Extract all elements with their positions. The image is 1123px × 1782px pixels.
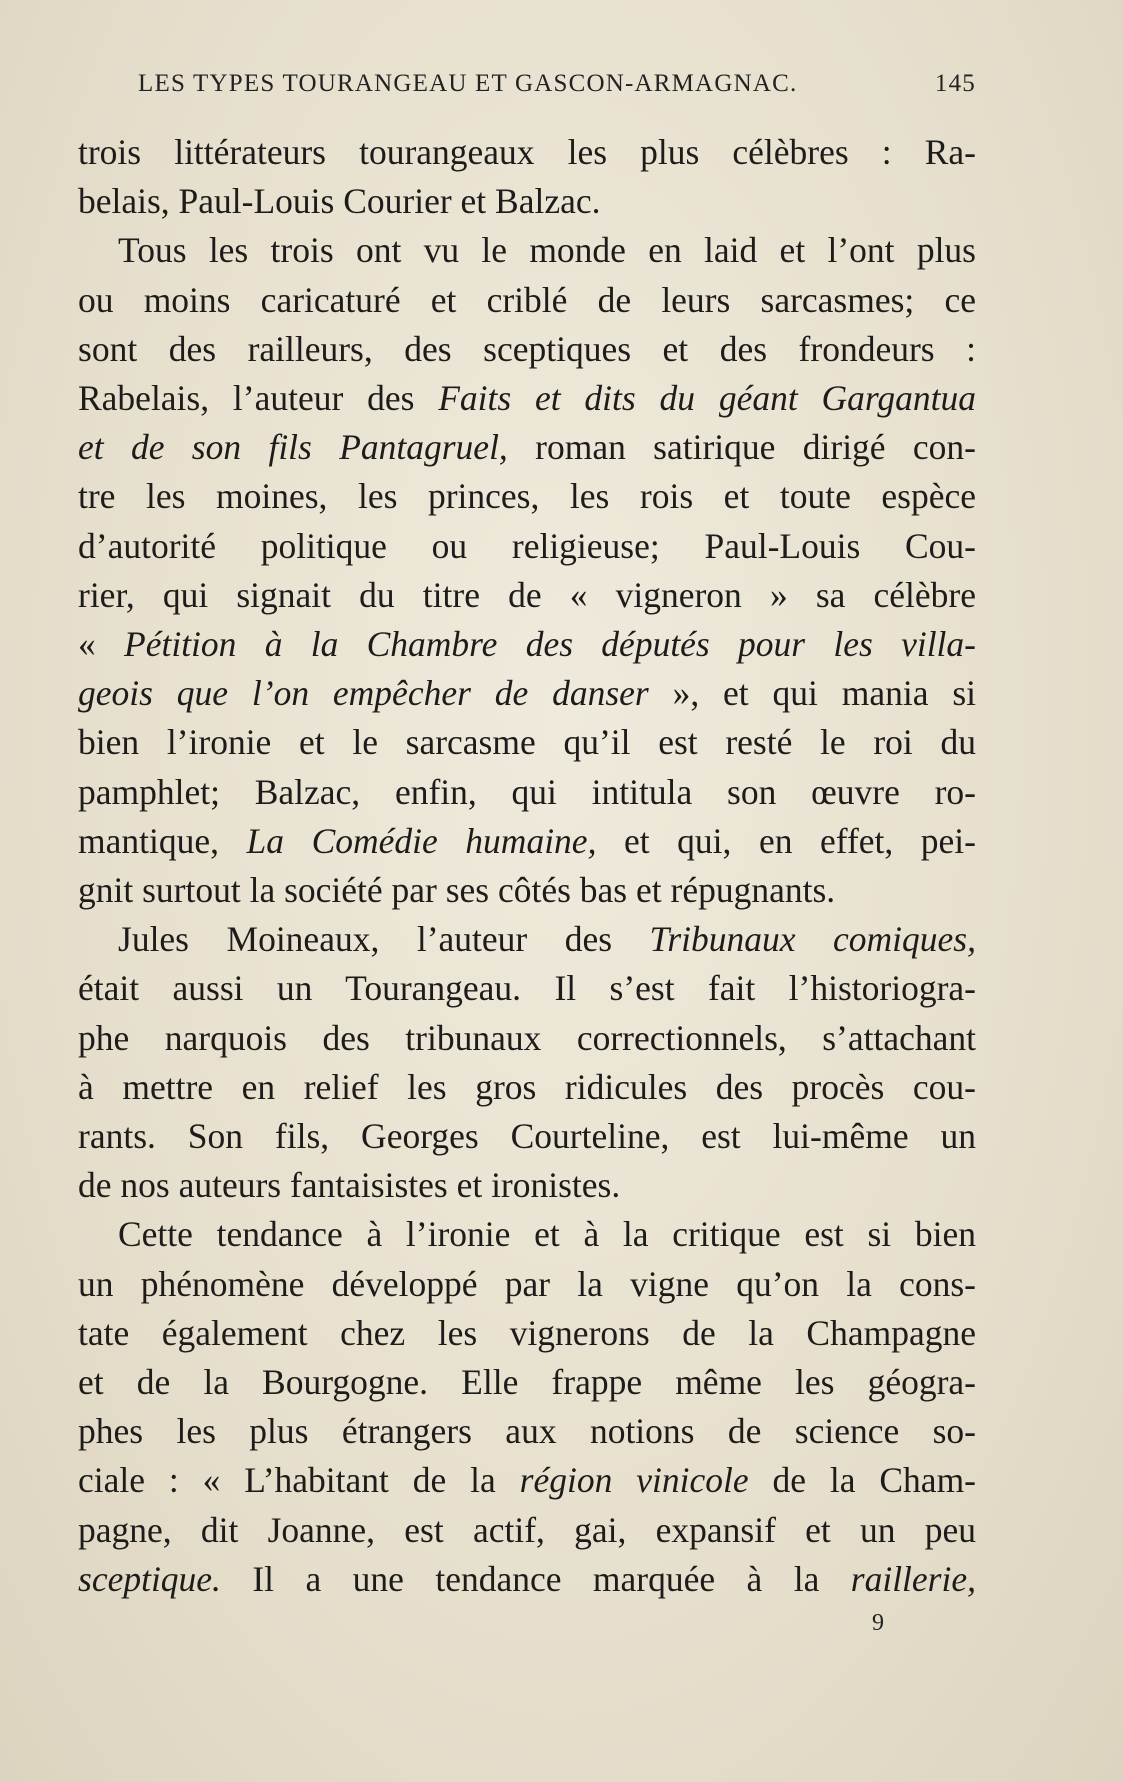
text-line: tre les moines, les princes, les rois et toute espèce [78,476,976,517]
text-line: phe narquois des tribunaux correctionnels, s’attachant [78,1017,976,1058]
text-line: sceptique. Il a une tendance marquée à la raillerie, [78,1558,976,1599]
text-line: « Pétition à la Chambre des députés pour les villa- [78,624,976,665]
text-line: pagne, dit Joanne, est actif, gai, expansif et un peu [78,1509,976,1550]
text-line: de nos auteurs fantaisistes et ironistes. [78,1165,621,1206]
running-title: LES TYPES TOURANGEAU ET GASCON-ARMAGNAC. [138,70,798,97]
text-line: d’autorité politique ou religieuse; Paul-Louis Cou- [78,525,976,566]
text-line: pamphlet; Balzac, enfin, qui intitula son œuvre ro- [78,771,976,812]
text-line: gnit surtout la société par ses côtés bas et répugnants. [78,870,836,911]
text-line: geois que l’on empêcher de danser », et qui mania si [78,673,976,714]
text-line: belais, Paul-Louis Courier et Balzac. [78,181,601,222]
signature-mark: 9 [872,1610,884,1636]
text-line: Cette tendance à l’ironie et à la critique est si bien [118,1214,976,1255]
text-line: rants. Son fils, Georges Courteline, est lui-même un [78,1116,976,1157]
running-head [138,70,976,98]
text-line: et de la Bourgogne. Elle frappe même les géogra- [78,1362,976,1403]
text-line: rier, qui signait du titre de « vigneron » sa célèbre [78,574,976,615]
page-number: 145 [934,70,976,97]
text-line: bien l’ironie et le sarcasme qu’il est resté le roi du [78,722,976,763]
text-line: mantique, La Comédie humaine, et qui, en effet, pei- [78,820,976,861]
text-line: trois littérateurs tourangeaux les plus célèbres : Ra- [78,132,976,172]
text-line: Jules Moineaux, l’auteur des Tribunaux comiques, [118,919,976,960]
text-line: et de son fils Pantagruel, roman satirique dirigé con- [78,427,976,468]
text-line: ciale : « L’habitant de la région vinicole de la Cham- [78,1460,976,1501]
text-line: tate également chez les vignerons de la Champagne [78,1312,976,1353]
text-line: un phénomène développé par la vigne qu’on la cons- [78,1263,976,1304]
text-line: Rabelais, l’auteur des Faits et dits du géant Gargantua [78,378,976,419]
text-line: Tous les trois ont vu le monde en laid et l’ont plus [118,230,976,271]
text-line: à mettre en relief les gros ridicules des procès cou- [78,1066,976,1107]
text-line: phes les plus étrangers aux notions de science so- [78,1411,976,1452]
text-line: ou moins caricaturé et criblé de leurs sarcasmes; ce [78,279,976,320]
text-line: sont des railleurs, des sceptiques et des frondeurs : [78,328,976,369]
body-text [78,128,976,1604]
text-line: était aussi un Tourangeau. Il s’est fait l’historiogra- [78,968,976,1009]
